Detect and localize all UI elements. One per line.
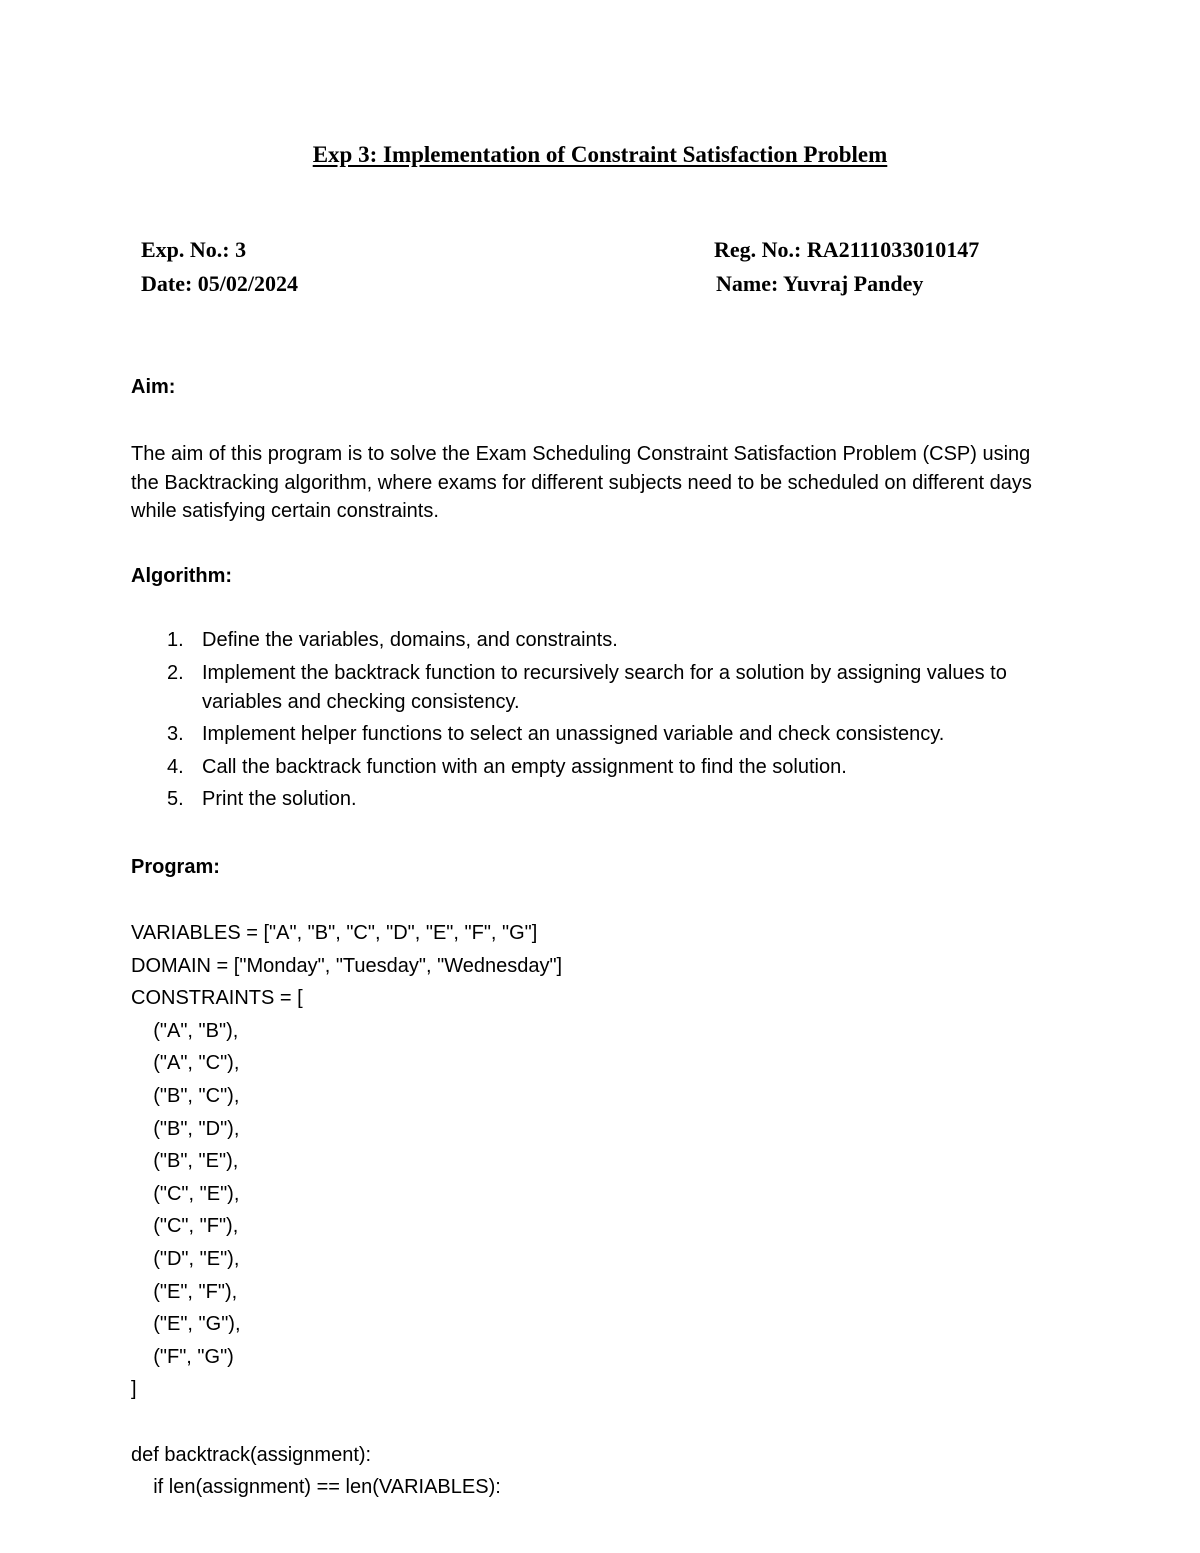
step-text: Print the solution. [202,788,357,810]
step-number: 5. [167,788,184,810]
code-line: ("D", "E"), [131,1247,240,1270]
code-line: ("C", "E"), [131,1182,240,1205]
algorithm-step [131,659,1071,717]
code-line: ("B", "E"), [131,1150,239,1173]
algorithm-heading: Algorithm: [131,565,233,587]
student-name: Name: Yuvraj Pandey [716,271,924,296]
algorithm-step [131,753,1071,782]
code-line: ("E", "G"), [131,1313,241,1336]
step-number: 2. [167,661,184,684]
code-line: ("A", "C"), [131,1052,240,1075]
algorithm-steps [131,626,1071,818]
step-number: 3. [167,723,184,745]
algorithm-step [131,720,1071,749]
step-text: Implement the backtrack function to recursively search for a solution by assigning values to variables and checking consistency. [202,661,1007,713]
code-line: CONSTRAINTS = [ [131,987,303,1010]
program-heading: Program: [131,856,220,878]
code-line: ("C", "F"), [131,1215,239,1238]
code-line: ("B", "C"), [131,1084,240,1107]
step-text: Call the backtrack function with an empty assignment to find the solution. [202,755,847,778]
aim-text: The aim of this program is to solve the Exam Scheduling Constraint Satisfaction Problem (CSP) using the Backtracking algorithm, where exams for different subjects need to be scheduled on different days while satisfying certain constraints. [131,443,1032,522]
code-line: ("F", "G") [131,1345,234,1368]
code-line: ("A", "B"), [131,1019,239,1042]
code-line: def backtrack(assignment): [131,1443,372,1466]
date: Date: 05/02/2024 [141,271,299,296]
step-text: Define the variables, domains, and constraints. [202,629,618,651]
code-line: if len(assignment) == len(VARIABLES): [131,1476,501,1499]
code-line: ("E", "F"), [131,1280,238,1303]
program-code [131,917,1091,1504]
code-line: ("B", "D"), [131,1117,240,1140]
code-line: DOMAIN = ["Monday", "Tuesday", "Wednesday"] [131,954,563,977]
code-line [131,1406,1091,1439]
algorithm-step [131,785,1071,814]
algorithm-step [131,626,1071,655]
exp-no: Exp. No.: 3 [141,237,247,262]
aim-heading: Aim: [131,376,176,398]
step-number: 1. [167,629,184,651]
step-text: Implement helper functions to select an unassigned variable and check consistency. [202,723,945,745]
code-line: VARIABLES = ["A", "B", "C", "D", "E", "F", "G"] [131,922,538,944]
code-line: ] [131,1378,137,1401]
step-number: 4. [167,755,184,778]
reg-no: Reg. No.: RA2111033010147 [714,237,980,262]
document-title: Exp 3: Implementation of Constraint Satisfaction Problem [312,142,888,167]
